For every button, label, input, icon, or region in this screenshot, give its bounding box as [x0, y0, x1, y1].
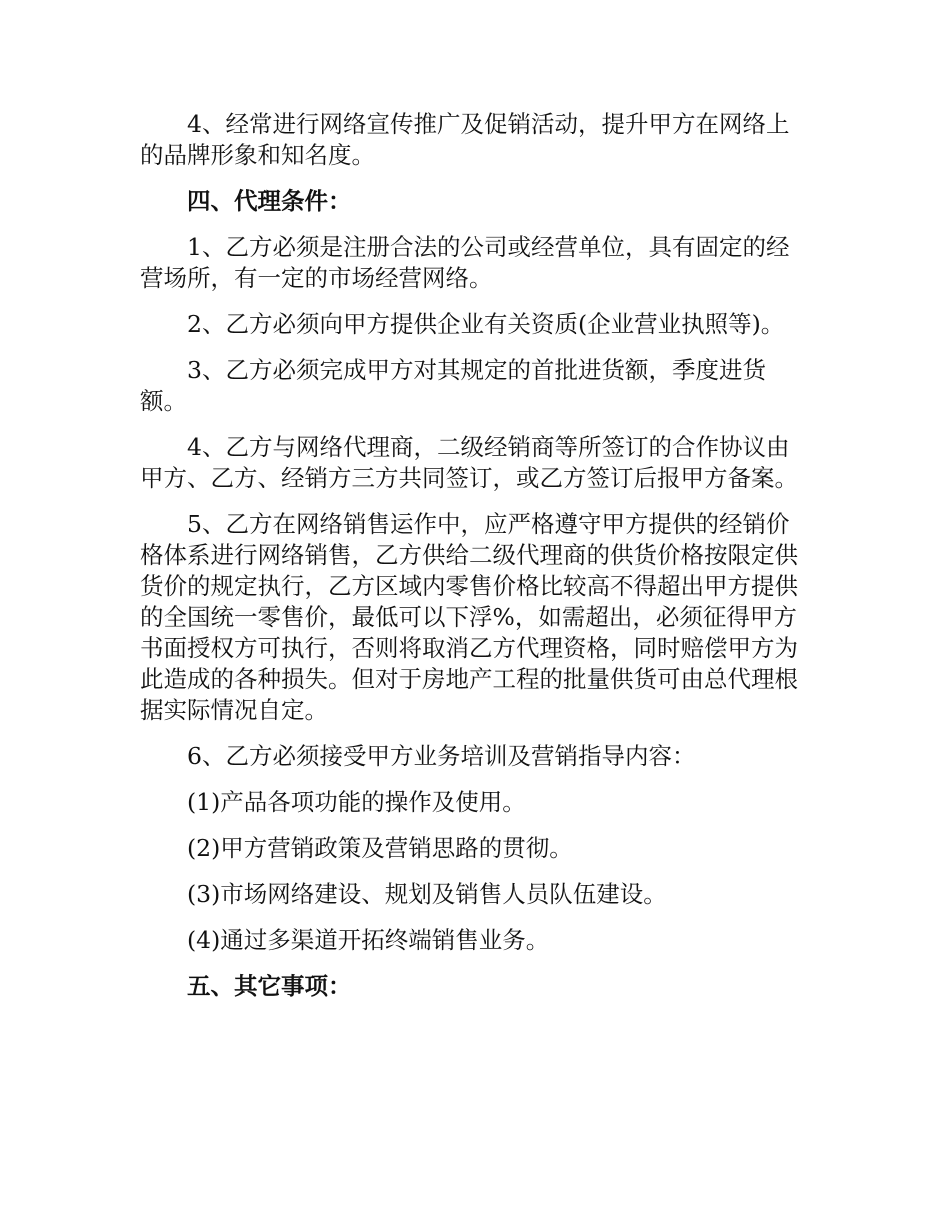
- section-4-heading: 四、代理条件：: [187, 187, 352, 215]
- condition-6: 6、乙方必须接受甲方业务培训及营销指导内容：: [187, 742, 696, 770]
- section-5-heading: 五、其它事项：: [187, 972, 352, 1000]
- intro-item: 4、经常进行网络宣传推广及促销活动，提升甲方在网络上的品牌形象和知名度。: [140, 110, 790, 169]
- training-item-4: (4)通过多渠道开拓终端销售业务。: [187, 926, 550, 954]
- condition-1: 1、乙方必须是注册合法的公司或经营单位，具有固定的经营场所，有一定的市场经营网络。: [140, 233, 790, 292]
- training-item-3: (3)市场网络建设、规划及销售人员队伍建设。: [187, 880, 667, 908]
- condition-5: 5、乙方在网络销售运作中，应严格遵守甲方提供的经销价格体系进行网络销售，乙方供给二级代理商的供货价格按限定供货价的规定执行，乙方区域内零售价格比较高不得超出甲方提供的全国统一零售价，最低可以下浮%，如需超出，必须征得甲方书面授权方可执行，否则将取消乙方代理资格，同时赔偿甲方为此造成的各种损失。但对于房地产工程的批量供货可由总代理根据实际情况自定。: [140, 510, 798, 724]
- training-item-2: (2)甲方营销政策及营销思路的贯彻。: [187, 834, 573, 862]
- condition-4: 4、乙方与网络代理商，二级经销商等所签订的合作协议由甲方、乙方、经销方三方共同签订，或乙方签订后报甲方备案。: [140, 433, 798, 492]
- training-item-1: (1)产品各项功能的操作及使用。: [187, 788, 526, 816]
- document-body: [140, 109, 812, 1017]
- condition-3: 3、乙方必须完成甲方对其规定的首批进货额，季度进货额。: [140, 356, 766, 415]
- condition-2: 2、乙方必须向甲方提供企业有关资质(企业营业执照等)。: [187, 310, 785, 338]
